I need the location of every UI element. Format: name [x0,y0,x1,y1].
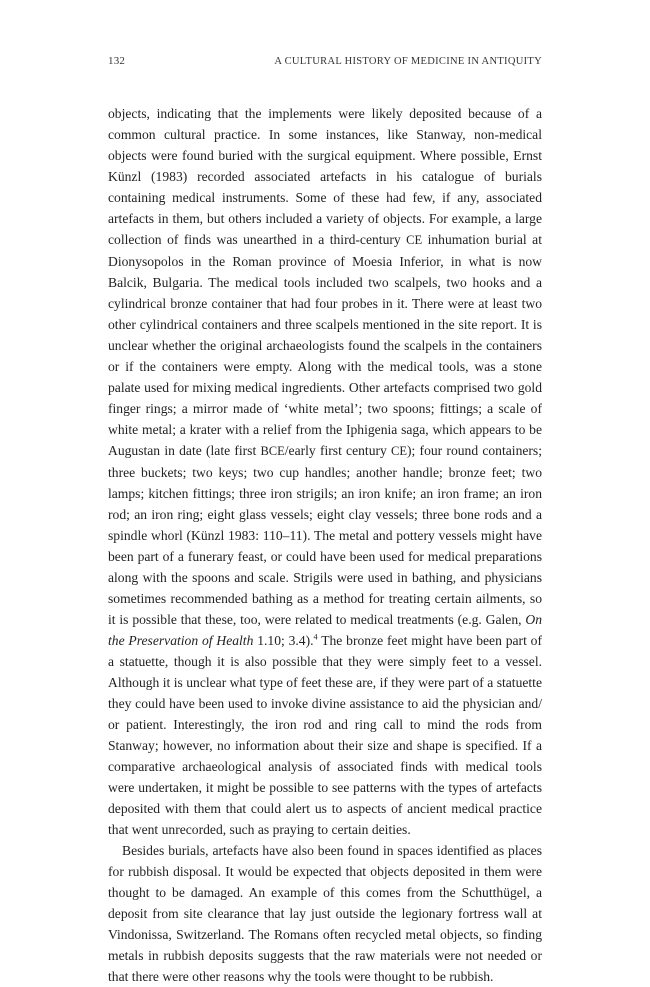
era-ce: CE [406,233,423,247]
paragraph-2: Besides burials, artefacts have also been found in spaces identified as places for rubbish disposal. It would be expected that objects deposited in them were thought to be damaged. An example of this comes from the Schutthügel, a deposit from site clearance that lay just outside the legionary fortress wall at Vindonissa, Switzerland. The Romans often recycled metal objects, so finding metals in rubbish deposits suggests that the raw materials were not needed or that there were other reasons why the tools were thought to be rubbish. [108,843,542,984]
p1-text-1: objects, indicating that the implements were likely deposited because of a common cultural practice. In some instances, like Stanway, non-medical objects were found buried with the surgical equipment. Where possible, Ernst Künzl (1983) recorded associated artefacts in his catalogue of burials containing medical instruments. Some of these had few, if any, associated artefacts in them, but others included a variety of objects. For example, a large collection of finds was unearthed in a third-century [108,106,542,247]
p1-text-6: The bronze feet might have been part of a statuette, though it is also possible that they were simply feet to a vessel. Although it is unclear what type of feet these are, if they were part of a statuette they could have been used to invoke divine assistance to aid the physician and/ or patient. Interestingly, the iron rod and ring call to mind the rods from Stanway; however, no information about their size and shape is specified. If a comparative archaeological analysis of associated finds with medical tools were undertaken, it might be possible to see patterns with the types of artefacts deposited with them that could alert us to aspects of ancient medical practice that went unrecorded, such as praying to certain deities. [108,633,543,837]
page-number: 132 [108,55,126,67]
p1-text-5: 1.10; 3.4). [253,633,314,648]
page-header [108,55,542,67]
footnote-marker: 4 [313,632,318,642]
p1-text-3: /early first century [284,443,392,458]
p1-text-2: inhumation burial at Dionysopolos in the Roman province of Moesia Inferior, in what is now Balcik, Bulgaria. The medical tools included two scalpels, two hooks and a cylindrical bronze container that had four probes in it. There were at least two other cylindrical containers and three scalpels mentioned in the site report. It is unclear whether the original archaeologists found the scalpels in the containers or if the containers were empty. Along with the medical tools, was a stone palate used for mixing medical ingredients. Other artefacts comprised two gold finger rings; a mirror made of ‘white metal’; two spoons; fittings; a scale of white metal; a krater with a relief from the Iphigenia saga, which appears to be Augustan in date (late first [108,232,542,458]
work-title: On the Preservation of Health [108,612,542,648]
running-head: A CULTURAL HISTORY OF MEDICINE IN ANTIQUITY [274,56,542,67]
p1-text-4: ); four round containers; three buckets; two keys; two cup handles; another handle; bronze feet; two lamps; kitchen fittings; three iron strigils; an iron knife; an iron frame; an iron rod; an iron ring; eight glass vessels; eight clay vessels; three bone rods and a spindle whorl (Künzl 1983: 110–11). The metal and pottery vessels might have been part of a funerary feast, or could have been used for medical preparations along with the spoons and scale. Strigils were used in bathing, and physicians sometimes recommended bathing as a method for treating certain ailments, so it is possible that these, too, were related to medical treatments (e.g. Galen, [108,443,542,627]
era-ce: CE [391,444,408,458]
paragraph-1 [108,103,542,840]
body-text [108,103,542,987]
era-bce: BCE [260,444,285,458]
